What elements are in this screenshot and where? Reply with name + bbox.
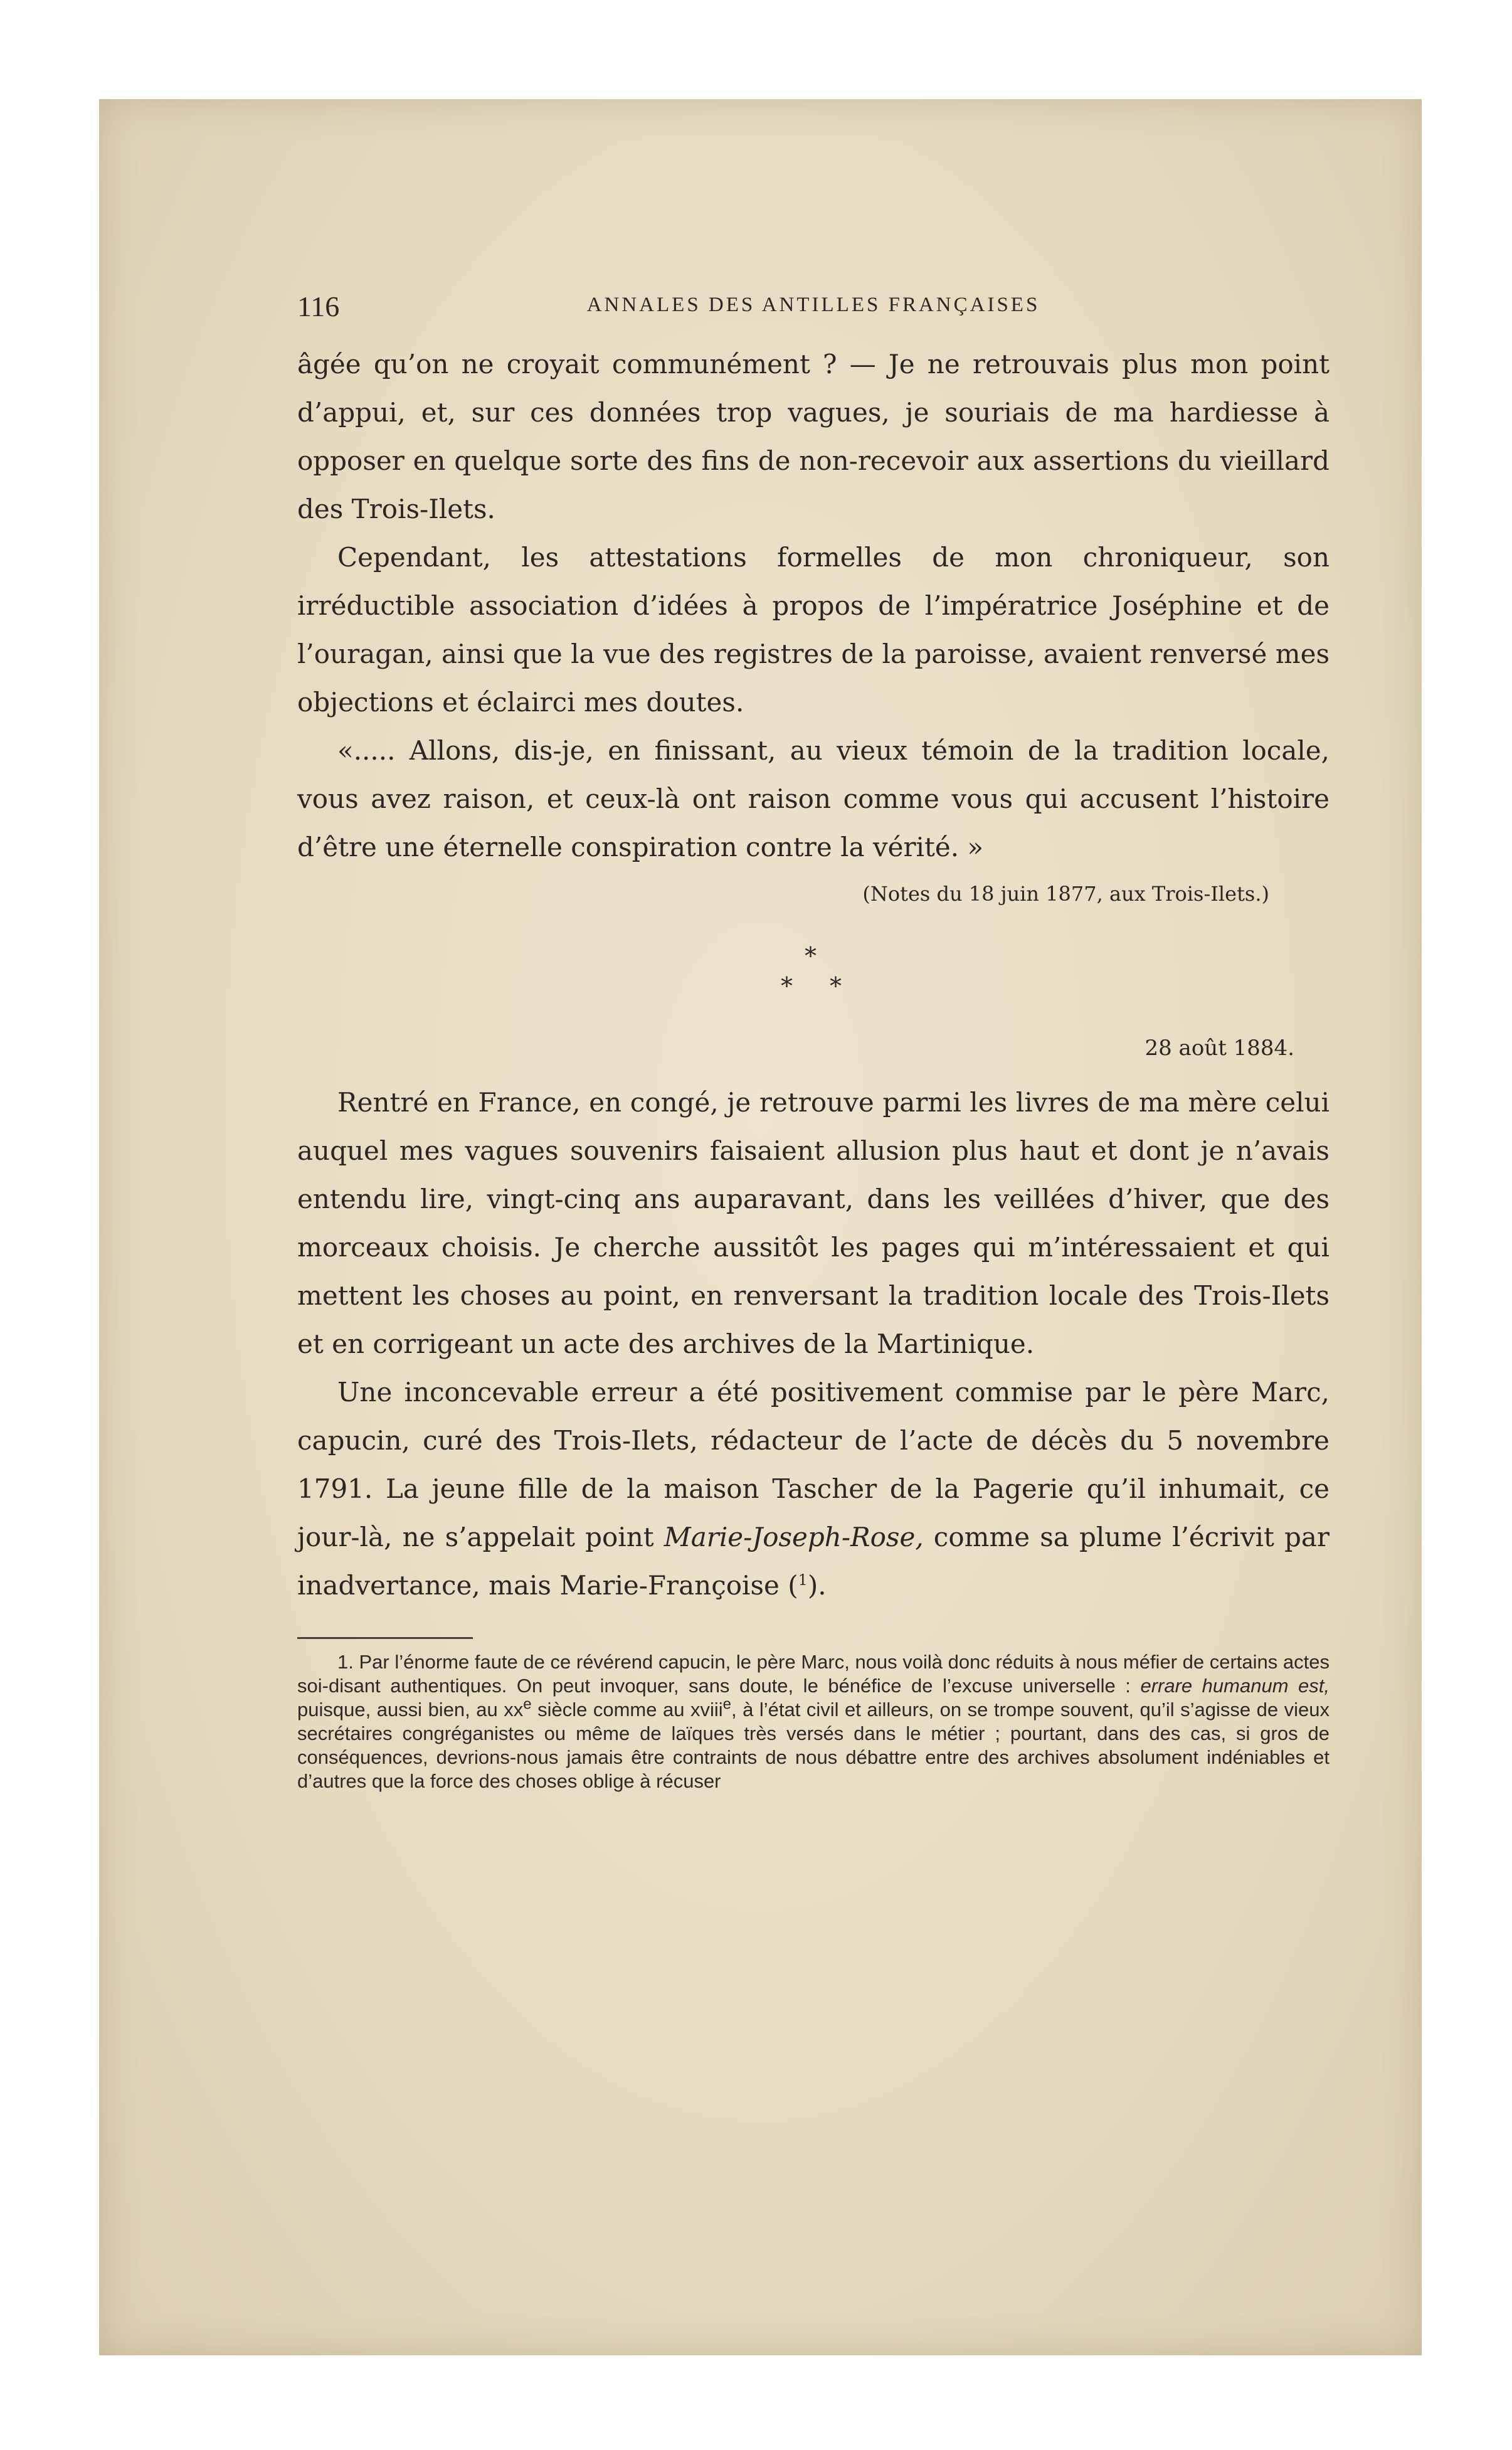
paragraph-2: Cependant, les attestations formelles de mon chroniqueur, son irréductible association d’idées à propos de l’impératrice Joséphine et de l’ouragan, ainsi que la vue des registres de la paroisse, avaient renversé mes objections et éclairci mes doutes. xyxy=(297,542,1330,718)
century-superscript: e xyxy=(523,1695,532,1713)
asterism-star: * xyxy=(805,942,817,970)
century-superscript: e xyxy=(722,1695,731,1713)
running-title: ANNALES DES ANTILLES FRANÇAISES xyxy=(586,294,1040,316)
footnote-text: puisque, aussi bien, au xx xyxy=(297,1699,524,1721)
page-text xyxy=(297,290,1330,1793)
footnote-reference: 1 xyxy=(798,1571,808,1589)
paragraph-5 xyxy=(297,1368,1330,1609)
italic-name: Marie-Joseph-Rose, xyxy=(663,1522,924,1552)
paragraph-3-quote: «..... Allons, dis-je, en finissant, au vieux témoin de la tradition locale, vous avez raison, et ceux-là ont raison comme vous qui accusent l’histoire d’être une éternelle conspiration contre la vérité. » xyxy=(297,735,1330,862)
footnote-rule xyxy=(297,1637,473,1639)
asterism xyxy=(776,938,851,1007)
paragraph-4: Rentré en France, en congé, je retrouve parmi les livres de ma mère celui auquel mes vagues souvenirs faisaient allusion plus haut et dont je n’avais entendu lire, vingt-cinq ans auparavant, dans les veillées d’hiver, que des morceaux choisis. Je cherche aussitôt les pages qui m’intéressaient et qui mettent les choses au point, en renversant la tradition locale des Trois-Ilets et en corrigeant un acte des archives de la Martinique. xyxy=(297,1087,1330,1359)
source-note: (Notes du 18 juin 1877, aux Trois-Ilets.) xyxy=(862,882,1269,906)
paragraph-5-text: Une inconcevable erreur a été positivement commise par le père Marc, capucin, curé des Trois-Ilets, rédacteur de l’acte de décès du 5 novembre 1791. La jeune fille de la maison Tascher de la Pagerie qu’il inhumait, ce jour-là, ne s’appelait point xyxy=(297,1377,1330,1552)
dateline: 28 août 1884. xyxy=(1145,1036,1294,1061)
footnote-italic: errare humanum est, xyxy=(1140,1675,1330,1697)
asterism-star: * xyxy=(830,972,842,1000)
paragraph-1: âgée qu’on ne croyait communément ? — Je ne retrouvais plus mon point d’appui, et, sur ces données trop vagues, je souriais de ma hardiesse à opposer en quelque sorte des fins de non-recevoir aux assertions du vieillard des Trois-Ilets. xyxy=(297,349,1330,524)
asterism-star: * xyxy=(781,972,793,1000)
footnote xyxy=(297,1650,1330,1793)
paragraph-5-text: ). xyxy=(807,1570,827,1601)
footnote-text: 1. Par l’énorme faute de ce révérend capucin, le père Marc, nous voilà donc réduits à nous méfier de certains actes soi-disant authentiques. On peut invoquer, sans doute, le bénéfice de l’excuse universelle : xyxy=(297,1651,1330,1697)
paragraph-5-text: comme sa plume l’écrivit par inadvertance, mais Marie-Françoise ( xyxy=(297,1522,1330,1601)
running-head xyxy=(297,290,1330,340)
page-number: 116 xyxy=(297,290,340,322)
footnote-text: , à l’état civil et ailleurs, on se trompe souvent, qu’il s’agisse de vieux secrétaires congréganistes ou même de laïques très versés dans le métier ; pourtant, dans des cas, si gros de conséquences, devrions-nous jamais être contraints de nous débattre entre des archives absolument indéniables et d’autres que la force des choses oblige à récuser xyxy=(297,1699,1330,1792)
footnote-text: siècle comme au xviii xyxy=(531,1699,723,1721)
